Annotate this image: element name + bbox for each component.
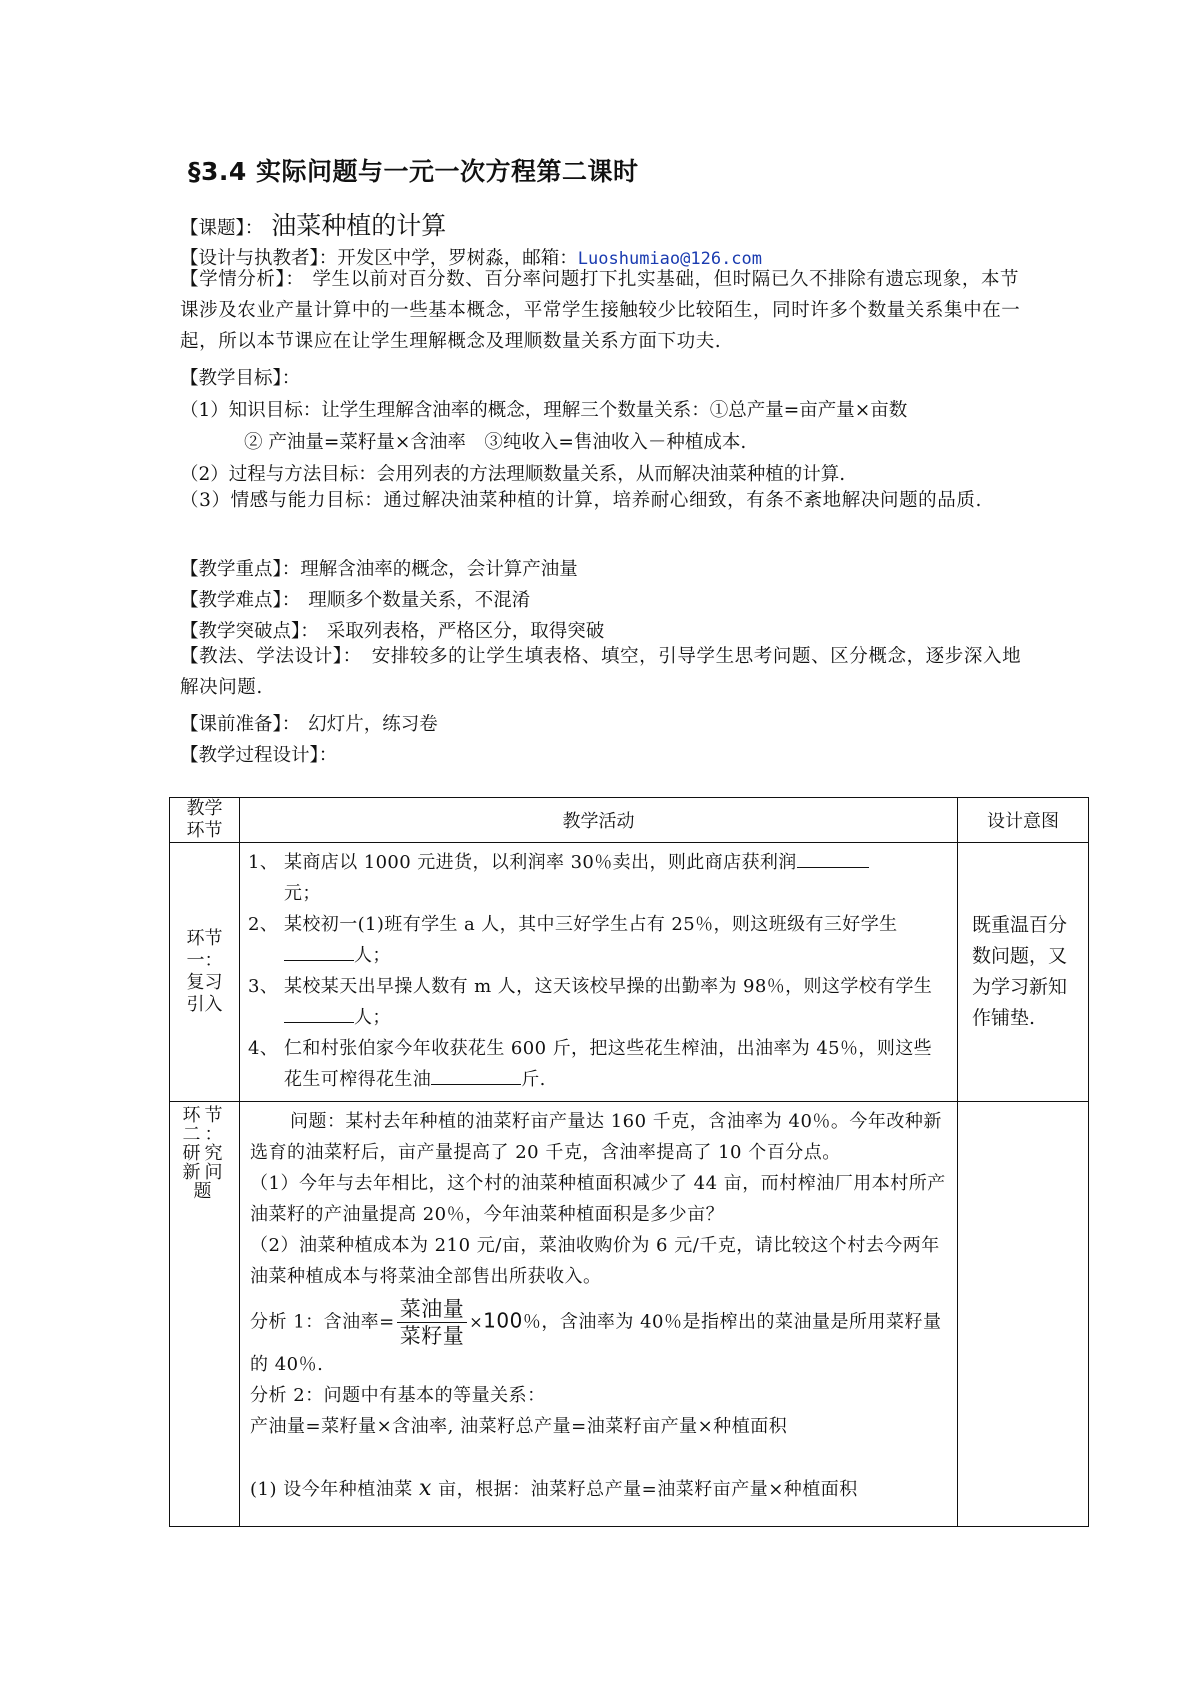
analysis-paragraph (180, 264, 1022, 357)
key-label: 【教学重点】： (180, 559, 301, 580)
email-link[interactable]: Luoshumiao@126.com (577, 249, 763, 269)
method-value: 安排较多的让学生填表格、填空，引导学生思考问题、区分概念，逐步深入地解决问题. (180, 646, 1022, 698)
breakthrough-value: 采取列表格，严格区分，取得突破 (326, 621, 605, 642)
goal-1b: ② 产油量=菜籽量×含油率 ③纯收入=售油收入－种植成本. (244, 432, 747, 453)
key-line (180, 555, 578, 581)
method-label: 【教法、学法设计】： (180, 646, 362, 667)
breakthrough-label: 【教学突破点】： (180, 621, 319, 642)
stage-2-intent (958, 1102, 1089, 1527)
designer-label: 【设计与执教者】： (180, 248, 338, 269)
analysis-label: 【学情分析】： (180, 269, 305, 290)
step-1: (1) 设今年种植油菜 x 亩，根据：油菜籽总产量=油菜籽亩产量×种植面积 (250, 1476, 858, 1501)
header-stage: 教学环节 (170, 798, 240, 843)
table-row (170, 843, 1089, 1102)
goal-2: （2）过程与方法目标：会用列表的方法理顺数量关系，从而解决油菜种植的计算. (180, 464, 846, 485)
method-paragraph (180, 641, 1022, 703)
question-1: （1）今年与去年相比，这个村的油菜种植面积减少了 44 亩，而村榨油厂用本村所产油菜籽的产油量提高 20％，今年油菜种植面积是多少亩？ (250, 1173, 946, 1225)
analysis-text: 学生以前对百分数、百分率问题打下扎实基础，但时隔已久不排除有遗忘现象，本节课涉及农业产量计算中的一些基本概念，平常学生接触较少比较陌生，同时许多个数量关系集中在一起，所以本节课应在让学生理解概念及理顺数量关系方面下功夫. (180, 269, 1021, 352)
stage-1-activities (240, 843, 958, 1102)
table-header-row (170, 798, 1089, 843)
difficulty-label: 【教学难点】： (180, 590, 301, 611)
stage-1-label: 环节一：复习引入 (170, 843, 240, 1102)
prep-label: 【课前准备】： (180, 714, 301, 735)
subject-line (180, 206, 446, 242)
goal-1a: （1）知识目标：让学生理解含油率的概念，理解三个数量关系：①总产量=亩产量×亩数 (180, 400, 908, 421)
prep-value: 幻灯片，练习卷 (308, 714, 438, 735)
stage-1-intent: 既重温百分数问题，又为学习新知作铺垫. (958, 843, 1089, 1102)
list-item: 2、 某校初一(1)班有学生 a 人，其中三好学生占有 25％，则这班级有三好学生人； (248, 914, 898, 966)
subject-label: 【课题】： (180, 218, 264, 239)
prep-line (180, 710, 438, 736)
designer-value: 开发区中学，罗树淼，邮箱： (337, 248, 578, 269)
list-item: 1、 某商店以 1000 元进货，以利润率 30％卖出，则此商店获利润 元； (248, 847, 947, 909)
key-value: 理解含油率的概念，会计算产油量 (300, 559, 578, 580)
fill-blank[interactable] (284, 942, 354, 961)
fill-blank[interactable] (431, 1066, 521, 1085)
list-item: 4、 仁和村张伯家今年收获花生 600 斤，把这些花生榨油，出油率为 45％，则这些花生可榨得花生油 斤. (248, 1038, 933, 1090)
table-row (170, 1102, 1089, 1527)
page-title: §3.4 实际问题与一元一次方程第二课时 (188, 157, 639, 186)
fill-blank[interactable] (797, 849, 869, 868)
fill-blank[interactable] (284, 1004, 354, 1023)
difficulty-value: 理顺多个数量关系，不混淆 (308, 590, 531, 611)
stage-2-activities (240, 1102, 958, 1527)
stage-2-label: 环节二：研究新问题 (170, 1102, 240, 1527)
problem-text: 问题：某村去年种植的油菜籽亩产量达 160 千克，含油率为 40％。今年改种新选育的油菜籽后，亩产量提高了 20 千克，含油率提高了 10 个百分点。 (250, 1111, 942, 1163)
header-intent: 设计意图 (958, 798, 1089, 843)
analysis-2: 分析 2：问题中有基本的等量关系： (250, 1385, 546, 1406)
goal-3: （3）情感与能力目标：通过解决油菜种植的计算，培养耐心细致，有条不紊地解决问题的品质. (180, 490, 982, 511)
breakthrough-line (180, 617, 604, 643)
process-label: 【教学过程设计】： (180, 745, 338, 766)
oil-rate-fraction: $\frac{\text{菜油量}}{\text{菜籽量}}$ (397, 1296, 468, 1349)
subject-value: 油菜种植的计算 (271, 211, 447, 240)
question-2: （2）油菜种植成本为 210 元/亩，菜油收购价为 6 元/千克，请比较这个村去今两年油菜种植成本与将菜油全部售出所获收入。 (250, 1235, 940, 1287)
analysis-1: 分析 1：含油率= $\frac{\text{菜油量}}{\text{菜籽量}}$ ×100％，含油率为 40％是指榨出的菜油量是所用菜籽量的 40％. (250, 1297, 942, 1375)
relations: 产油量=菜籽量×含油率, 油菜籽总产量=油菜籽亩产量×种植面积 (250, 1416, 788, 1437)
goals-label: 【教学目标】： (180, 368, 301, 389)
lesson-table (169, 797, 1089, 1527)
header-activity: 教学活动 (240, 798, 958, 843)
list-item: 3、 某校某天出早操人数有 m 人，这天该校早操的出勤率为 98％，则这学校有学生人； (248, 976, 933, 1028)
difficulty-line (180, 586, 530, 612)
